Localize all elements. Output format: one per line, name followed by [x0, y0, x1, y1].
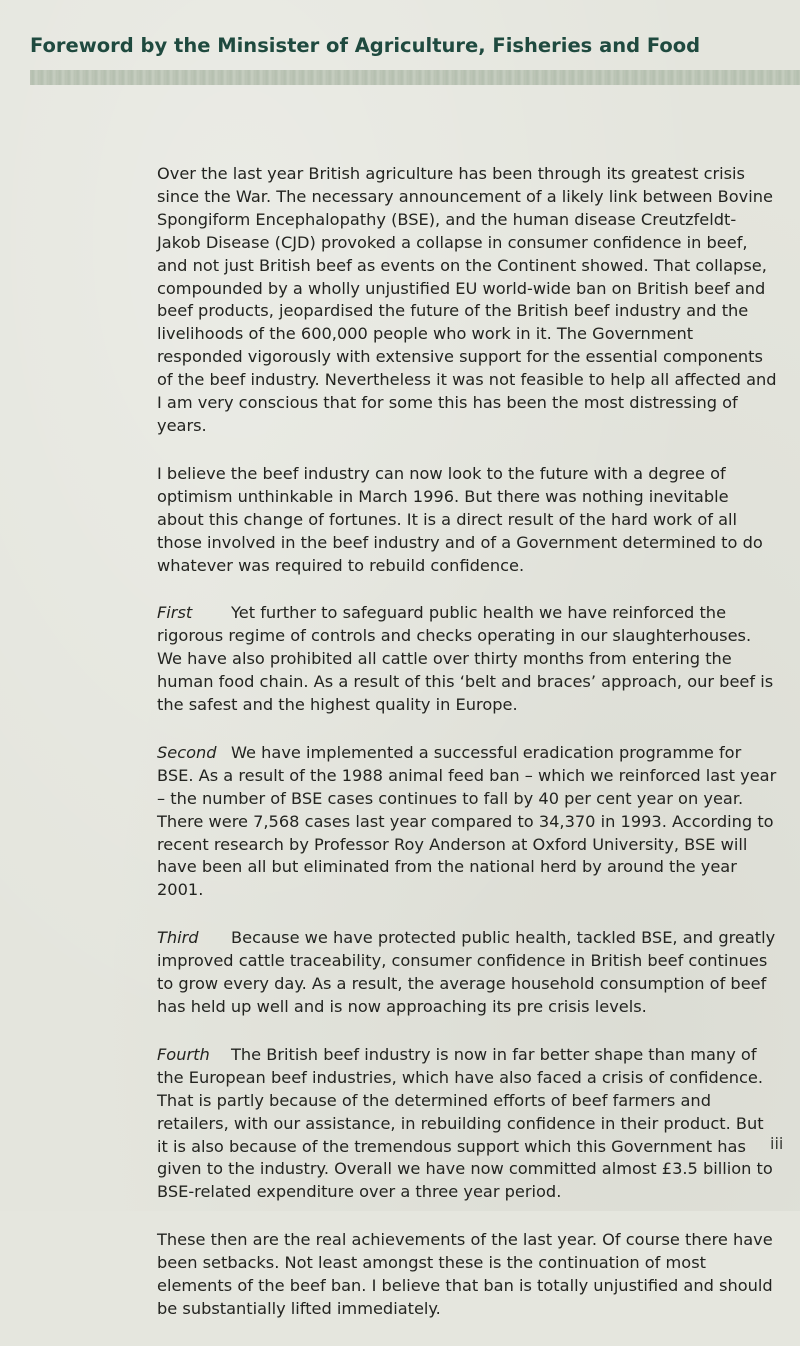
paragraph-text: I believe the beef industry can now look to the future with a degree of optimism unthinkable in March 1996. But there was nothing inevitable about this change of fortunes. It is a direct result of the hard work of all those involved in the beef industry and of a Government determined to do whatever was required to rebuild confidence.: [157, 463, 763, 575]
paragraph-text: Yet further to safeguard public health we have reinforced the rigorous regime of controls and checks operating in our slaughterhouses. We have also prohibited all cattle over thirty months from entering the human food chain. As a result of this ‘belt and braces’ approach, our beef is the safest and the highest quality in Europe.: [157, 603, 774, 715]
paragraph-conclusion: [157, 1229, 777, 1321]
paragraph-first: [157, 602, 777, 717]
paragraph-second: [157, 742, 777, 902]
paragraph-text: Because we have protected public health, tackled BSE, and greatly improved cattle traceability, consumer confidence in British beef continues to grow every day. As a result, the average household consumption of beef has held up well and is now approaching its pre crisis levels.: [157, 928, 776, 1016]
paragraph-text: These then are the real achievements of the last year. Of course there have been setbacks. Not least amongst these is the continuation of most elements of the beef ban. I believe that ban is totally unjustified and should be substantially lifted immediately.: [157, 1230, 773, 1318]
paragraph-third: [157, 927, 777, 1019]
paragraph-text: We have implemented a successful eradication programme for BSE. As a result of the 1988 animal feed ban – which we reinforced last year – the number of BSE cases continues to fall by 40 per cent year on year. There were 7,568 cases last year compared to 34,370 in 1993. According to recent research by Professor Roy Anderson at Oxford University, BSE will have been all but eliminated from the national herd by around the year 2001.: [157, 742, 777, 900]
page-number: iii: [770, 1134, 784, 1153]
title-decorative-band: [30, 70, 800, 85]
paragraph-intro: [157, 163, 777, 438]
point-label-third: Third: [157, 928, 199, 948]
paragraph-text: The British beef industry is now in far better shape than many of the European beef industries, which have also faced a crisis of confidence. That is partly because of the determined efforts of beef farmers and retailers, with our assistance, in rebuilding confidence in their product. But it is also because of the tremendous support which this Government has given to the industry. Overall we have now committed almost £3.5 billion to BSE-related expenditure over a three year period.: [157, 1044, 773, 1202]
foreword-body: [157, 163, 777, 1346]
page-title: Foreword by the Minsister of Agriculture, Fisheries and Food: [30, 34, 701, 57]
point-label-first: First: [157, 603, 193, 623]
point-label-second: Second: [157, 742, 217, 762]
paragraph-text: Over the last year British agriculture has been through its greatest crisis since the War. The necessary announcement of a likely link between Bovine Spongiform Encephalopathy (BSE), and the human disease Creutzfeldt-Jakob Disease (CJD) provoked a collapse in consumer confidence in beef, and not just British beef as events on the Continent showed. That collapse, compounded by a wholly unjustified EU world-wide ban on British beef and beef products, jeopardised the future of the British beef industry and the livelihoods of the 600,000 people who work in it. The Government responded vigorously with extensive support for the essential components of the beef industry. Nevertheless it was not feasible to help all affected and I am very conscious that for some this has been the most distressing of years.: [157, 164, 777, 435]
paragraph-optimism: [157, 463, 777, 578]
point-label-fourth: Fourth: [157, 1044, 210, 1064]
paragraph-fourth: [157, 1044, 777, 1204]
